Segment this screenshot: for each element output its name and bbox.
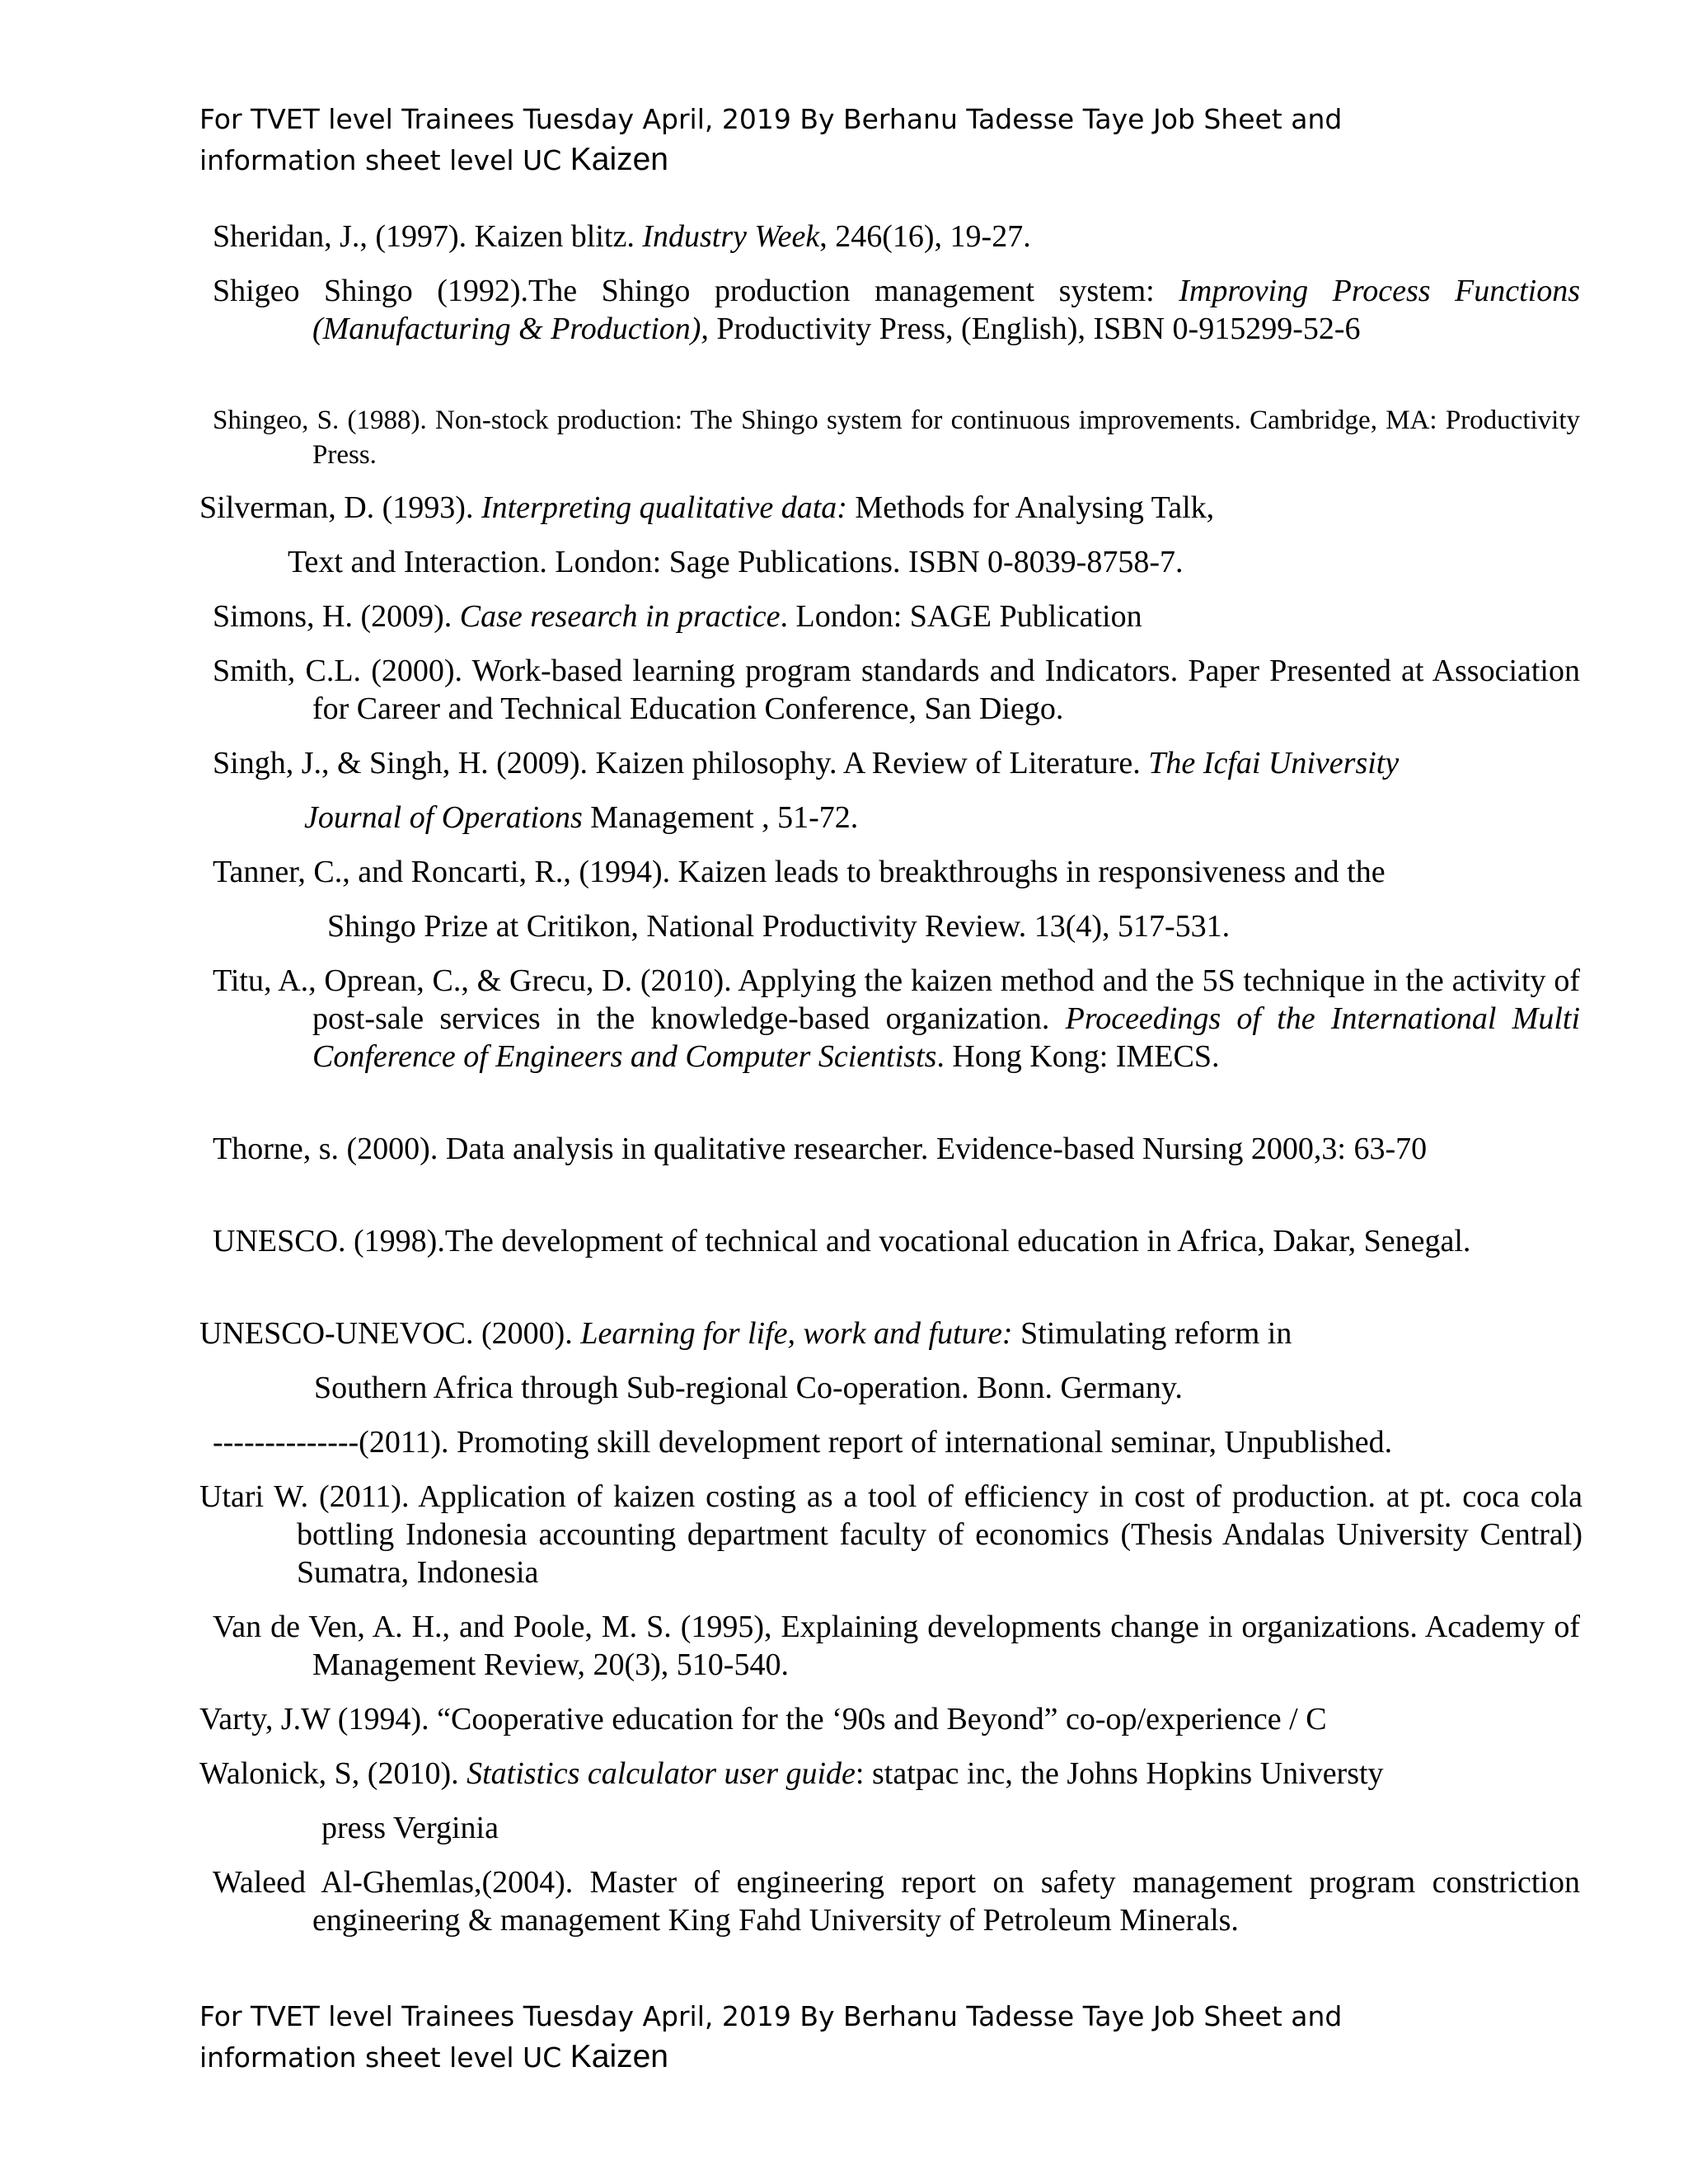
ref-text: . London: SAGE Publication: [780, 599, 1142, 634]
ref-text: . Hong Kong: IMECS.: [936, 1039, 1220, 1074]
ref-italic: Industry Week: [642, 219, 820, 254]
ref-text: Shingeo, S. (1988). Non-stock production: The Shingo system for continuous improvements. Cambridge, MA: Productivity Press.: [213, 405, 1580, 470]
reference-walonick-line-1: [199, 1755, 1384, 1793]
ref-text: Shigeo Shingo (1992).The Shingo production management system:: [213, 274, 1179, 308]
ref-text: Productivity Press, (English), ISBN 0-915299-52-6: [708, 312, 1361, 346]
ref-text: , 246(16), 19-27.: [819, 219, 1031, 254]
reference-singh-line-2: [304, 799, 858, 837]
ref-text: Singh, J., & Singh, H. (2009). Kaizen philosophy. A Review of Literature.: [213, 746, 1149, 780]
footer-line-2-text: information sheet level UC: [199, 2041, 570, 2074]
ref-text: Sheridan, J., (1997). Kaizen blitz.: [213, 219, 643, 254]
ref-italic: Proceedings of the International Multi Conference of Engineers and Computer Scientists: [312, 1001, 1580, 1074]
ref-text: UNESCO-UNEVOC. (2000).: [199, 1316, 581, 1351]
reference-van-de-ven: [213, 1608, 1580, 1684]
ref-text: Management , 51-72.: [582, 800, 859, 835]
ref-italic: The Icfai University: [1148, 746, 1400, 780]
footer-line-2: [199, 2036, 1601, 2078]
footer-kaizen: Kaizen: [570, 2039, 668, 2074]
ref-text: Smith, C.L. (2000). Work-based learning program standards and Indicators. Paper Presented at Association for Career and Technical Education Conference, San Diego.: [213, 654, 1580, 726]
footer-line-1: For TVET level Trainees Tuesday April, 2019 By Berhanu Tadesse Taye Job Sheet and: [199, 2000, 1343, 2032]
reference-unevoc-line-1: [199, 1315, 1292, 1352]
ref-italic: Interpreting qualitative data:: [481, 490, 847, 525]
reference-silverman-line-2: Text and Interaction. London: Sage Publications. ISBN 0-8039-8758-7.: [288, 545, 1184, 579]
reference-silverman-line-1: [199, 489, 1214, 527]
reference-unevoc-line-2: Southern Africa through Sub-regional Co-operation. Bonn. Germany.: [314, 1371, 1183, 1405]
reference-simons: [213, 598, 1142, 635]
ref-italic: Improving Process Functions (Manufacturing & Production),: [312, 274, 1580, 346]
reference-titu: [213, 962, 1580, 1076]
reference-varty: Varty, J.W (1994). “Cooperative education for the ‘90s and Beyond” co-op/experience / C: [199, 1702, 1327, 1736]
header-line-1: For TVET level Trainees Tuesday April, 2019 By Berhanu Tadesse Taye Job Sheet and: [199, 103, 1343, 135]
ref-text: Thorne, s. (2000). Data analysis in qualitative researcher. Evidence-based Nursing 2000,3: 63-70: [213, 1132, 1428, 1166]
ref-text: Walonick, S, (2010).: [199, 1756, 467, 1791]
reference-tanner-line-1: Tanner, C., and Roncarti, R., (1994). Kaizen leads to breakthroughs in responsiveness and the: [213, 855, 1386, 889]
page-header: [199, 99, 1601, 180]
ref-text: Stimulating reform in: [1012, 1316, 1292, 1351]
ref-text: Utari W. (2011). Application of kaizen costing as a tool of efficiency in cost of production. at pt. coca cola bottling Indonesia accounting department faculty of economics (Thesis Andalas University Central) Sumatra, Indonesia: [199, 1479, 1582, 1590]
reference-walonick-line-2: press Verginia: [321, 1811, 499, 1845]
ref-text: Methods for Analysing Talk,: [846, 490, 1215, 525]
ref-text: UNESCO. (1998).The development of technical and vocational education in Africa, Dakar, Senegal.: [213, 1224, 1471, 1258]
header-line-2-text: information sheet level UC: [199, 144, 570, 176]
reference-shingo-1992: [213, 272, 1580, 348]
header-kaizen: Kaizen: [570, 142, 668, 177]
ref-text: Titu, A., Oprean, C., & Grecu, D. (2010). Applying the kaizen method and the 5S technique in the activity of post-sale services in the knowledge-based organization.: [213, 963, 1580, 1036]
reference-waleed: [213, 1863, 1580, 1939]
ref-text: Simons, H. (2009).: [213, 599, 460, 634]
ref-italic: Statistics calculator user guide: [467, 1756, 856, 1791]
ref-text: : statpac inc, the Johns Hopkins Universty: [855, 1756, 1384, 1791]
page-footer: [199, 1996, 1601, 2078]
ref-italic: Journal of Operations: [304, 800, 583, 835]
reference-thorne: [213, 1130, 1580, 1168]
ref-italic: Learning for life, work and future:: [580, 1316, 1013, 1351]
reference-tanner-line-2: Shingo Prize at Critikon, National Productivity Review. 13(4), 517-531.: [327, 909, 1231, 944]
ref-text: Van de Ven, A. H., and Poole, M. S. (1995), Explaining developments change in organizations. Academy of Management Review, 20(3), 510-540.: [213, 1610, 1580, 1682]
reference-2011-seminar: --------------(2011). Promoting skill development report of international seminar, Unpublished.: [213, 1425, 1393, 1460]
reference-unesco: [213, 1222, 1580, 1260]
reference-utari: [199, 1478, 1582, 1591]
reference-shingeo-1988: [213, 403, 1580, 472]
reference-sheridan: [213, 218, 1580, 255]
reference-singh-line-1: [213, 744, 1399, 782]
ref-italic: Case research in practice: [459, 599, 781, 634]
ref-text: Waleed Al-Ghemlas,(2004). Master of engineering report on safety management program constriction engineering & management King Fahd University of Petroleum Minerals.: [213, 1865, 1580, 1938]
ref-text: Silverman, D. (1993).: [199, 490, 481, 525]
reference-smith: [213, 652, 1580, 728]
header-line-2: [199, 139, 1601, 180]
